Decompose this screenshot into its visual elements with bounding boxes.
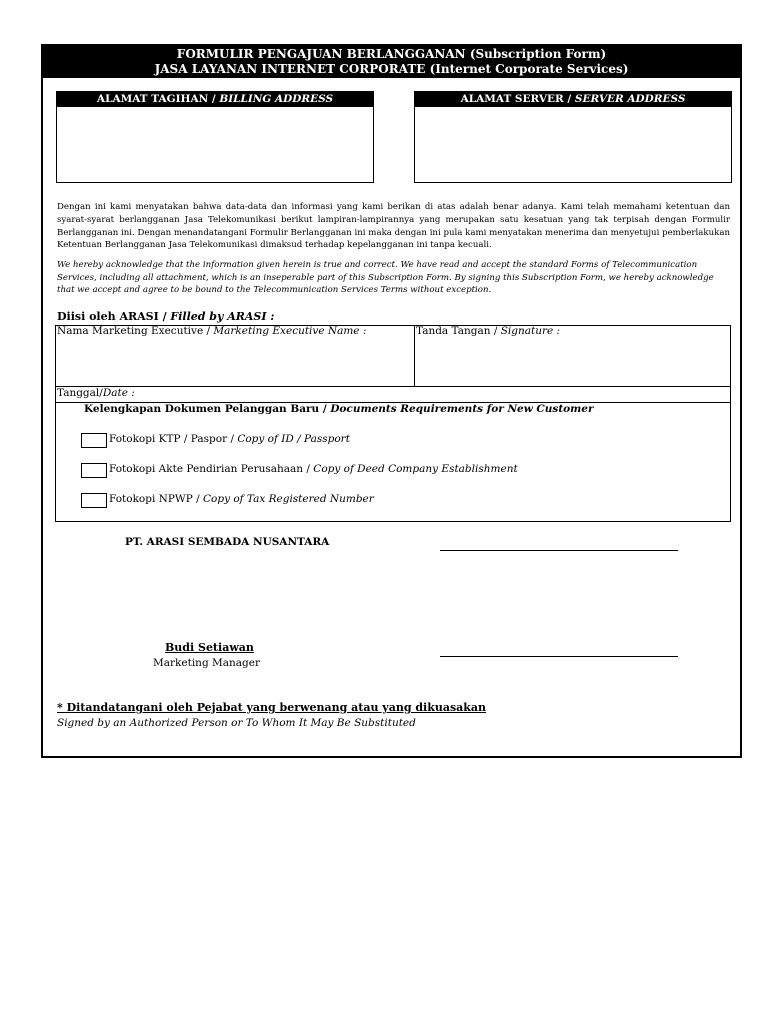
deed-checkbox[interactable] — [81, 463, 107, 478]
npwp-checkbox[interactable] — [81, 493, 107, 508]
customer-signature-line[interactable] — [440, 656, 678, 657]
billing-address-title: ALAMAT TAGIHAN / BILLING ADDRESS — [57, 92, 373, 107]
statement-indonesian: Dengan ini kami menyatakan bahwa data-data dan informasi yang kami berikan di atas adalah benar adanya. Kami telah memahami ketentuan dan syarat-syarat berlangganan Jasa Telekomunikasi berikut lampiran-lampirannya yang merupakan satu kesatuan yang tak terpisah dengan Formulir Berlangganan ini. Dengan menandatangani Formulir Berlangganan ini maka dengan ini pula kami menyatakan menerima dan menyetujui pemberlakukan Ketentuan Berlangganan Jasa Telekomunikasi dimaksud terhadap kepelangganan ini tanpa kecuali. — [57, 202, 730, 251]
billing-address-box[interactable] — [56, 91, 374, 183]
column-divider — [414, 326, 415, 386]
signature-field[interactable]: Tanda Tangan / Signature : — [416, 325, 561, 337]
signer-name: Budi Setiawan — [165, 641, 254, 654]
filled-by-label: Diisi oleh ARASI / Filled by ARASI : — [57, 310, 275, 323]
documents-title: Kelengkapan Dokumen Pelanggan Baru / Documents Requirements for New Customer — [84, 403, 594, 415]
ktp-label: Fotokopi KTP / Paspor / Copy of ID / Passport — [109, 433, 350, 445]
server-address-title: ALAMAT SERVER / SERVER ADDRESS — [415, 92, 731, 107]
subscription-form — [41, 44, 742, 758]
date-field[interactable]: Tanggal/Date : — [57, 387, 135, 399]
form-header — [43, 46, 740, 78]
npwp-label: Fotokopi NPWP / Copy of Tax Registered Number — [109, 493, 374, 505]
signature-note: * Ditandatangani oleh Pejabat yang berwenang atau yang dikuasakan — [57, 701, 487, 714]
arasi-section — [55, 325, 731, 522]
company-signature-line[interactable] — [440, 550, 678, 551]
deed-label: Fotokopi Akte Pendirian Perusahaan / Copy of Deed Company Establishment — [109, 463, 518, 475]
form-title: FORMULIR PENGAJUAN BERLANGGANAN (Subscription Form) — [176, 47, 607, 61]
row-divider — [56, 386, 730, 387]
company-name: PT. ARASI SEMBADA NUSANTARA — [125, 536, 330, 548]
server-address-box[interactable] — [414, 91, 732, 183]
statement-english: We hereby acknowledge that the information given herein is true and correct. We have read and accept the standard Forms of Telecommunication Services, including all attachment, which is an inseperable part of this Subscription Form. By signing this Subscription Form, we hereby acknowledge that we accept and agree to be bound to the Telecommunication Services Terms without exception. — [57, 260, 714, 296]
marketing-name-field[interactable]: Nama Marketing Executive / Marketing Executive Name : — [57, 325, 367, 337]
signature-note-english: Signed by an Authorized Person or To Whom It May Be Substituted — [57, 717, 416, 729]
signer-title: Marketing Manager — [153, 657, 260, 669]
form-subtitle: JASA LAYANAN INTERNET CORPORATE (Internet Corporate Services) — [154, 61, 629, 76]
ktp-checkbox[interactable] — [81, 433, 107, 448]
